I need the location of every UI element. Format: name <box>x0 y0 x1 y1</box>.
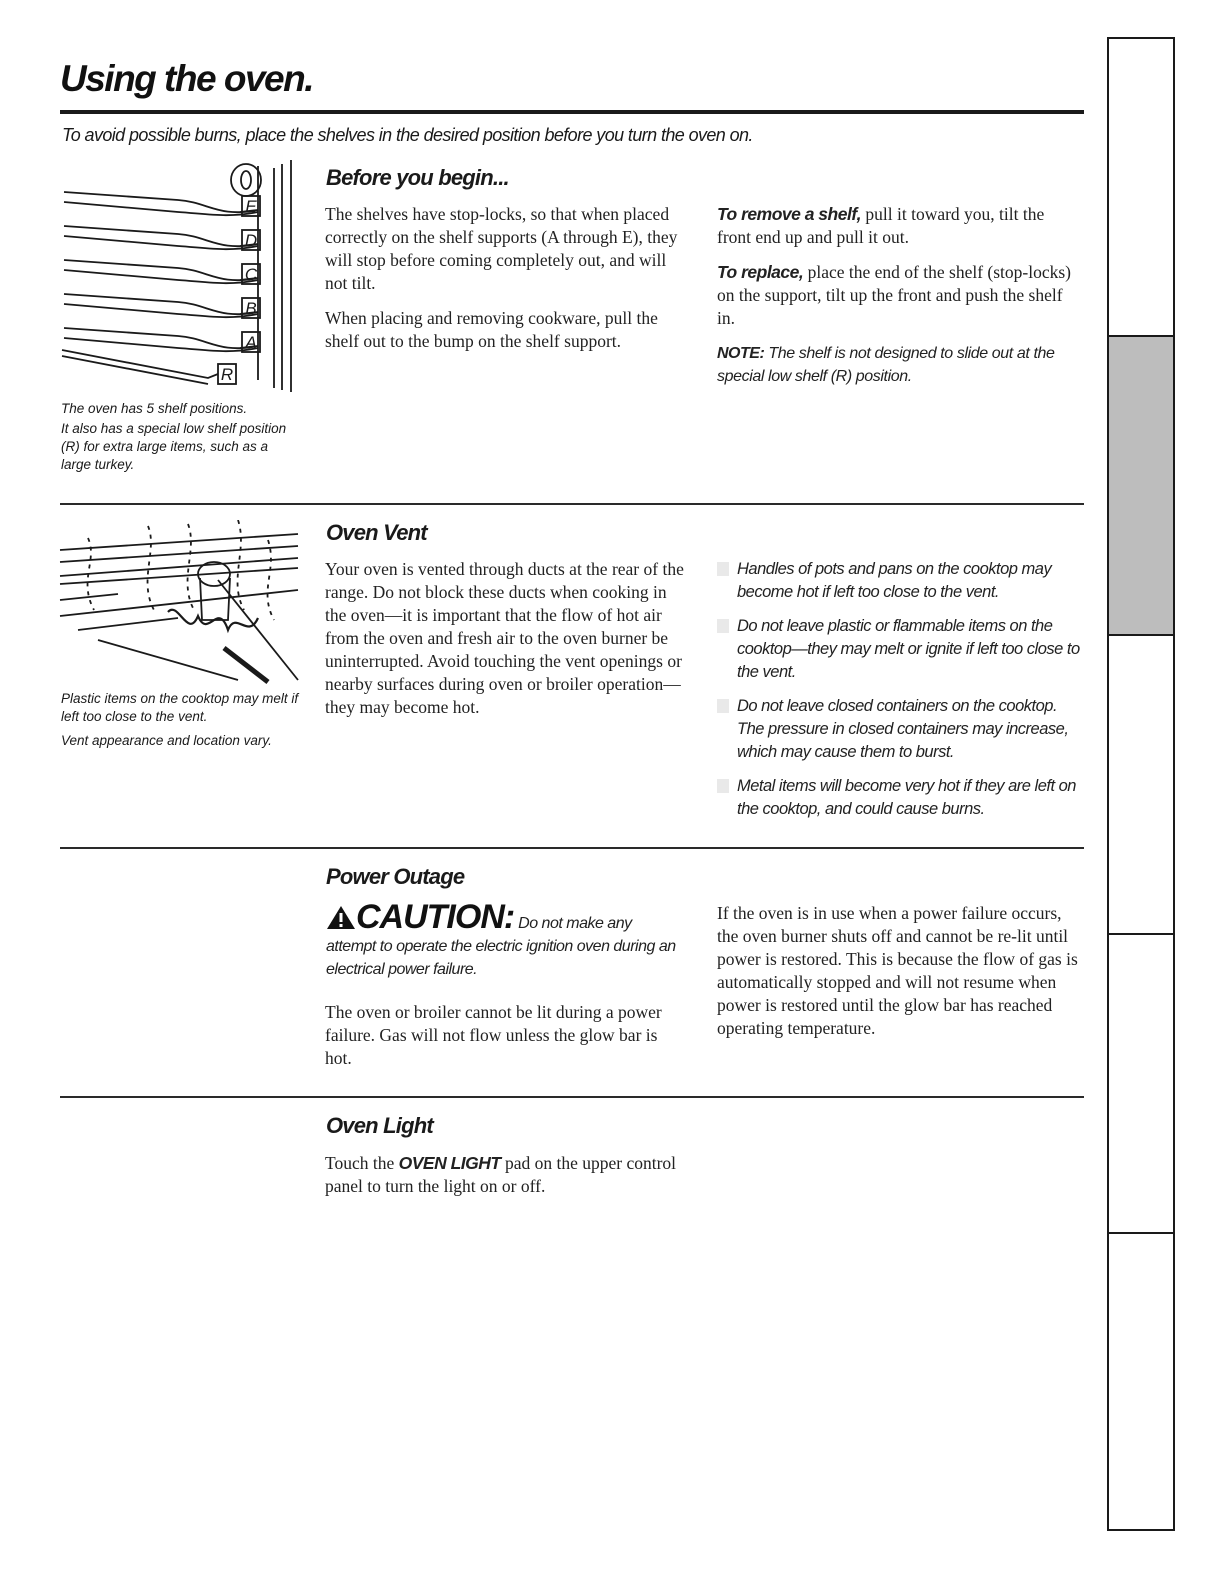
shelf-label-e: E <box>245 197 257 216</box>
page-title: Using the oven. <box>60 58 313 99</box>
shelf-caption-2: It also has a special low shelf position (R) for extra large items, such as a large turkey. <box>61 421 287 472</box>
shelf-stop-locks-text: The shelves have stop-locks, so that when placed correctly on the shelf supports (A through E), they will stop before coming completely out, and will not tilt. <box>325 204 678 293</box>
section-tabs <box>1107 37 1175 1531</box>
shelf-cookware-text: When placing and removing cookware, pull the shelf out to the bump on the shelf support. <box>325 308 658 351</box>
section-tab-5[interactable] <box>1109 1234 1173 1529</box>
section-tab-active[interactable] <box>1109 337 1173 636</box>
vent-caption-2: Vent appearance and location vary. <box>61 733 272 748</box>
oven-vent-illustration <box>58 520 303 685</box>
shelf-instructions <box>717 203 1082 400</box>
caution-block <box>326 898 676 981</box>
oven-vent-body: Your oven is vented through ducts at the rear of the range. Do not block these ducts when cooking in the oven—it is important that the flow of hot air from the oven and fresh air to the oven burner be uninterrupted. Avoid touching the vent openings or nearby surfaces during oven or broiler operation—they may become hot. <box>325 559 684 717</box>
shelf-caption-1: The oven has 5 shelf positions. <box>61 401 248 416</box>
section-tab-3[interactable] <box>1109 636 1173 935</box>
warning-triangle-icon <box>326 904 356 930</box>
power-outage-heading: Power Outage <box>326 864 465 889</box>
bullet-square <box>717 699 729 713</box>
remove-shelf-text: pull it toward you, tilt the front end up and pull it out. <box>717 204 1045 247</box>
outage-body-left: The oven or broiler cannot be lit during a power failure. Gas will not flow unless the glow bar is hot. <box>325 1002 662 1068</box>
oven-light-heading: Oven Light <box>326 1113 433 1138</box>
section-divider <box>60 1096 1084 1098</box>
replace-shelf-text: place the end of the shelf (stop-locks) on the support, tilt up the front and push the shelf in. <box>717 262 1072 328</box>
title-rule <box>60 110 1084 114</box>
section-divider <box>60 847 1084 849</box>
caution-label: CAUTION: <box>356 898 515 936</box>
caution-text: Do not make any attempt to operate the electric ignition oven during an electrical power failure. <box>326 915 676 978</box>
remove-shelf-lead: To remove a shelf, <box>717 204 862 224</box>
bullet-square <box>717 562 729 576</box>
shelf-positions-illustration <box>58 160 303 395</box>
bullet-square <box>717 619 729 633</box>
note-text: The shelf is not designed to slide out at the special low shelf (R) position. <box>717 345 1055 385</box>
list-item: Do not leave closed containers on the cooktop. The pressure in closed containers may increase, which may cause them to burst. <box>717 695 1082 764</box>
list-item: Handles of pots and pans on the cooktop may become hot if left too close to the vent. <box>717 558 1082 604</box>
shelf-label-a: A <box>245 333 257 352</box>
before-you-begin-heading: Before you begin... <box>326 165 509 190</box>
oven-light-text-before: Touch the <box>325 1153 399 1173</box>
section-divider <box>60 503 1084 505</box>
before-you-begin-body <box>325 203 685 365</box>
shelf-label-r: R <box>220 365 234 384</box>
vent-caption <box>61 690 301 752</box>
shelf-label-b: B <box>245 299 257 318</box>
section-tab-1[interactable] <box>1109 39 1173 337</box>
note-lead: NOTE: <box>717 345 765 362</box>
list-item: Metal items will become very hot if they are left on the cooktop, and could cause burns. <box>717 775 1082 821</box>
vent-warnings-list <box>717 558 1082 832</box>
shelf-label-c: C <box>244 265 258 284</box>
oven-light-text-after: pad on the upper control panel to turn the light on or off. <box>325 1153 677 1196</box>
replace-shelf-lead: To replace, <box>717 262 804 282</box>
oven-light-body <box>325 1152 685 1198</box>
vent-caption-1: Plastic items on the cooktop may melt if left too close to the vent. <box>61 691 299 724</box>
oven-vent-heading: Oven Vent <box>326 520 427 545</box>
outage-body-right: If the oven is in use when a power failure occurs, the oven burner shuts off and cannot be re-lit until power is restored. This is because the flow of gas is automatically stopped and will not resume when power is restored until the glow bar has reached operating temperature. <box>717 903 1078 1038</box>
oven-light-pad-name: OVEN LIGHT <box>398 1153 501 1173</box>
intro-warning: To avoid possible burns, place the shelves in the desired position before you turn the oven on. <box>62 125 753 145</box>
list-item: Do not leave plastic or flammable items on the cooktop—they may melt or ignite if left too close to the vent. <box>717 615 1082 684</box>
shelf-caption <box>61 400 301 476</box>
bullet-square <box>717 779 729 793</box>
shelf-label-d: D <box>244 231 258 250</box>
section-tab-4[interactable] <box>1109 935 1173 1234</box>
